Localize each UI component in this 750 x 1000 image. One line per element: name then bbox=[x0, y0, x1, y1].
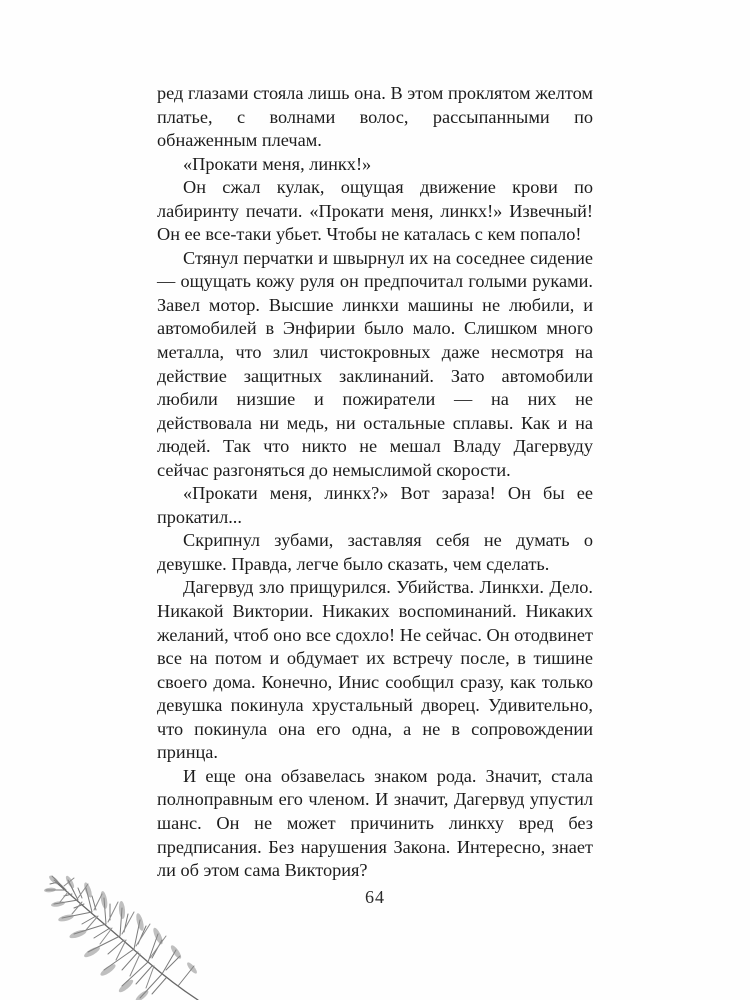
paragraph: «Прокати меня, линкх?» Вот зараза! Он бы ее прокатил... bbox=[157, 483, 593, 527]
paragraph: И еще она обзавелась знаком рода. Значит, стала полноправным его членом. И значит, Дагервуд упустил шанс. Он не может причинить линкху вред без предписания. Без нарушения Закона. Интересно, знает ли об этом сама Виктория? bbox=[157, 765, 593, 881]
paragraph: ред глазами стояла лишь она. В этом проклятом желтом платье, с волнами волос, рассыпанными по обнаженным плечам. bbox=[157, 83, 593, 151]
body-text bbox=[157, 82, 593, 883]
paragraph: Он сжал кулак, ощущая движение крови по лабиринту печати. «Прокати меня, линкх!» Извечный! Он ее все-таки убьет. Чтобы не каталась с кем попало! bbox=[157, 177, 593, 245]
paragraph: Стянул перчатки и швырнул их на соседнее сидение — ощущать кожу руля он предпочитал голыми руками. Завел мотор. Высшие линкхи машины не любили, и автомобилей в Энфирии было мало. Слишком много металла, что злил чистокровных даже несмотря на действие защитных заклинаний. Зато автомобили любили низшие и пожиратели — на них не действовала ни медь, ни остальные сплавы. Как и на людей. Так что никто не мешал Владу Дагервуду сейчас разгоняться до немыслимой скорости. bbox=[157, 247, 593, 480]
fern-branch-icon bbox=[38, 872, 208, 1000]
page-number: 64 bbox=[365, 887, 385, 907]
paragraph: Скрипнул зубами, заставляя себя не думать о девушке. Правда, легче было сказать, чем сделать. bbox=[157, 530, 593, 574]
paragraph: «Прокати меня, линкх!» bbox=[183, 153, 372, 174]
paragraph: Дагервуд зло прищурился. Убийства. Линкхи. Дело. Никакой Виктории. Никаких воспоминаний. Никаких желаний, чтоб оно все сдохло! Не сейчас. Он отодвинет все на потом и обдумает их встречу после, в тишине своего дома. Конечно, Инис сообщил сразу, как только девушка покинула хрустальный дворец. Удивительно, что покинула она его одна, а не в сопровождении принца. bbox=[157, 577, 593, 763]
